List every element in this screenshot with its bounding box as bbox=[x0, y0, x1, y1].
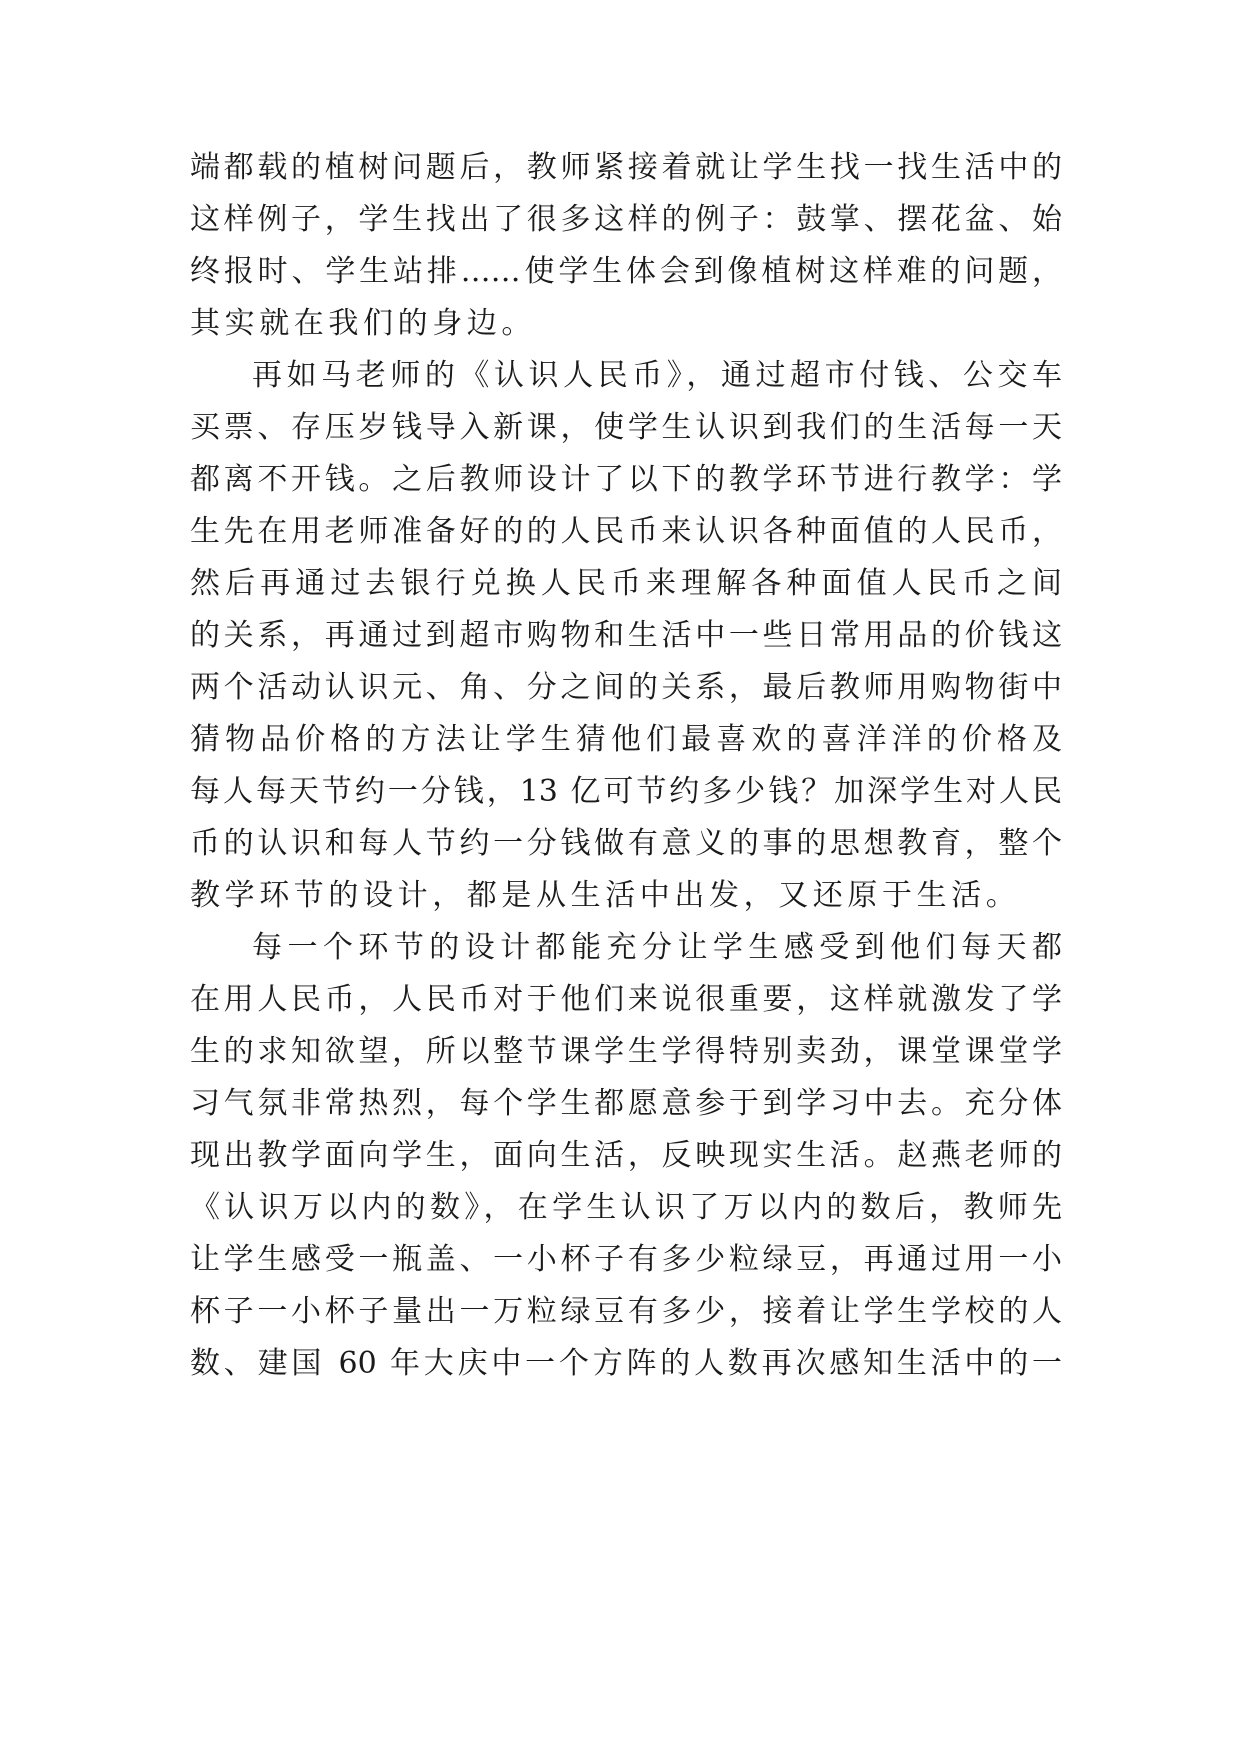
text-line: 终报时、学生站排……使学生体会到像植树这样难的问题， bbox=[190, 254, 1062, 289]
text-line: 都离不开钱。之后教师设计了以下的教学环节进行教学：学 bbox=[190, 462, 1062, 497]
text-line: 两个活动认识元、角、分之间的关系，最后教师用购物街中 bbox=[190, 670, 1062, 705]
text-line: 让学生感受一瓶盖、一小杯子有多少粒绿豆，再通过用一小 bbox=[190, 1242, 1062, 1277]
text-line: 生的求知欲望，所以整节课学生学得特别卖劲，课堂课堂学 bbox=[190, 1034, 1062, 1069]
text-line: 每人每天节约一分钱，13 亿可节约多少钱？加深学生对人民 bbox=[190, 774, 1062, 809]
text-line: 再如马老师的《认识人民币》，通过超市付钱、公交车 bbox=[252, 358, 1062, 393]
text-line: 其实就在我们的身边。 bbox=[190, 306, 536, 341]
text-line: 生先在用老师准备好的的人民币来认识各种面值的人民币， bbox=[190, 514, 1062, 549]
text-line: 教学环节的设计，都是从生活中出发，又还原于生活。 bbox=[190, 878, 1021, 913]
text-line: 这样例子，学生找出了很多这样的例子：鼓掌、摆花盆、始 bbox=[190, 202, 1062, 237]
text-line: 数、建国 60 年大庆中一个方阵的人数再次感知生活中的一 bbox=[190, 1346, 1062, 1381]
text-line: 每一个环节的设计都能充分让学生感受到他们每天都 bbox=[252, 930, 1062, 965]
text-line: 《认识万以内的数》，在学生认识了万以内的数后，教师先 bbox=[190, 1190, 1062, 1225]
text-line: 币的认识和每人节约一分钱做有意义的事的思想教育，整个 bbox=[190, 826, 1062, 861]
text-line: 在用人民币，人民币对于他们来说很重要，这样就激发了学 bbox=[190, 982, 1062, 1017]
text-line: 猜物品价格的方法让学生猜他们最喜欢的喜洋洋的价格及 bbox=[190, 722, 1062, 757]
text-line: 杯子一小杯子量出一万粒绿豆有多少，接着让学生学校的人 bbox=[190, 1294, 1062, 1329]
text-line: 买票、存压岁钱导入新课，使学生认识到我们的生活每一天 bbox=[190, 410, 1062, 445]
text-line: 习气氛非常热烈，每个学生都愿意参于到学习中去。充分体 bbox=[190, 1086, 1062, 1121]
text-line: 的关系，再通过到超市购物和生活中一些日常用品的价钱这 bbox=[190, 618, 1062, 653]
text-line: 现出教学面向学生，面向生活，反映现实生活。赵燕老师的 bbox=[190, 1138, 1062, 1173]
text-line: 端都载的植树问题后，教师紧接着就让学生找一找生活中的 bbox=[190, 150, 1062, 185]
text-line: 然后再通过去银行兑换人民币来理解各种面值人民币之间 bbox=[190, 566, 1062, 601]
